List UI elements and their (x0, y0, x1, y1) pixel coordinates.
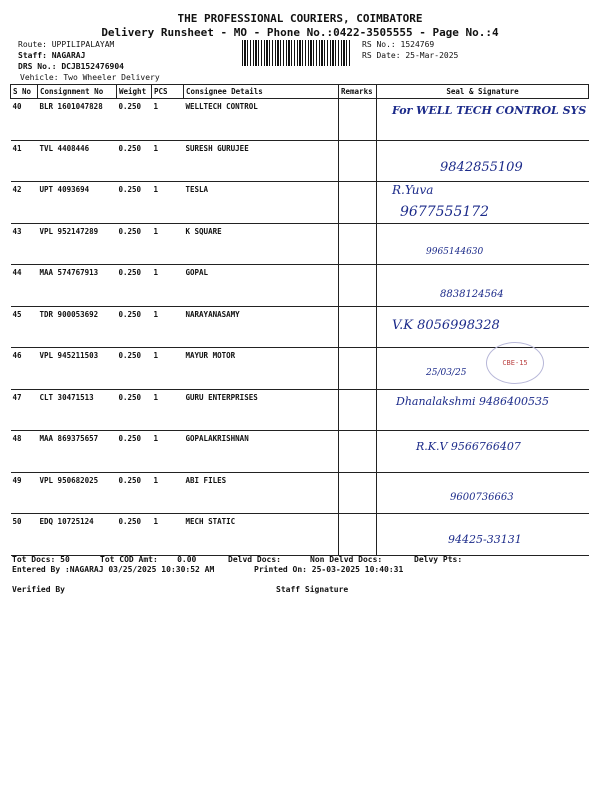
cell-sno: 50 (11, 514, 38, 556)
cell-consignee: K SQUARE (184, 223, 339, 265)
cell-consignment: UPT 4093694 (38, 182, 117, 224)
cell-consignee: ABI FILES (184, 472, 339, 514)
cell-signature (377, 348, 589, 390)
table-row (11, 223, 589, 265)
signature-42-name: R.Yuva (392, 183, 434, 197)
cell-consignee: GOPAL (184, 265, 339, 307)
cell-weight: 0.250 (117, 140, 152, 182)
signature-46: 25/03/25 (426, 368, 467, 378)
cell-pcs: 1 (152, 306, 184, 348)
cell-consignment: EDQ 10725124 (38, 514, 117, 556)
cell-pcs: 1 (152, 472, 184, 514)
cell-pcs: 1 (152, 223, 184, 265)
staff-label: Staff: NAGARAJ (18, 51, 86, 60)
cell-remarks (339, 348, 377, 390)
cell-sno: 49 (11, 472, 38, 514)
signature-44: 8838124564 (440, 289, 504, 300)
cell-pcs: 1 (152, 514, 184, 556)
cell-consignee: TESLA (184, 182, 339, 224)
signature-45: V.K 8056998328 (392, 318, 500, 333)
signature-47: Dhanalakshmi 9486400535 (396, 395, 550, 408)
cell-pcs: 1 (152, 99, 184, 141)
col-consignment: Consignment No (38, 85, 117, 99)
cell-consignment: CLT 30471513 (38, 389, 117, 431)
cell-consignee: GURU ENTERPRISES (184, 389, 339, 431)
cell-remarks (339, 99, 377, 141)
col-signature: Seal & Signature (377, 85, 589, 99)
col-sno: S No (11, 85, 38, 99)
signature-43: 9965144630 (426, 247, 484, 257)
cell-remarks (339, 223, 377, 265)
cell-consignee: MECH STATIC (184, 514, 339, 556)
entered-by: Entered By :NAGARAJ 03/25/2025 10:30:52 AM (12, 565, 215, 574)
cell-sno: 40 (11, 99, 38, 141)
cell-consignment: VPL 952147289 (38, 223, 117, 265)
cell-pcs: 1 (152, 348, 184, 390)
cell-sno: 48 (11, 431, 38, 473)
cell-remarks (339, 389, 377, 431)
cell-remarks (339, 431, 377, 473)
non-delivered-docs: Non Delvd Docs: (310, 555, 383, 564)
col-consignee: Consignee Details (184, 85, 339, 99)
col-weight: Weight (117, 85, 152, 99)
runsheet-table (10, 84, 589, 556)
cell-consignee: GOPALAKRISHNAN (184, 431, 339, 473)
cell-consignment: MAA 869375657 (38, 431, 117, 473)
total-docs: Tot Docs: 50 (12, 555, 70, 564)
cell-sno: 42 (11, 182, 38, 224)
signature-41: 9842855109 (440, 160, 523, 175)
cell-weight: 0.250 (117, 306, 152, 348)
cell-sno: 46 (11, 348, 38, 390)
total-cod: Tot COD Amt: 0.00 (100, 555, 197, 564)
route-label: Route: UPPILIPALAYAM (18, 40, 115, 49)
runsheet-subtitle: Delivery Runsheet - MO - Phone No.:0422-3505555 - Page No.:4 (101, 26, 499, 39)
vehicle-label: Vehicle: Two Wheeler Delivery (20, 73, 160, 82)
cell-weight: 0.250 (117, 431, 152, 473)
verified-by: Verified By (12, 585, 65, 594)
cell-consignment: VPL 945211503 (38, 348, 117, 390)
cell-weight: 0.250 (117, 472, 152, 514)
cell-pcs: 1 (152, 265, 184, 307)
delivered-docs: Delvd Docs: (228, 555, 281, 564)
drs-number: DRS No.: DCJB152476904 (18, 62, 124, 71)
rs-number: RS No.: 1524769 (362, 40, 435, 49)
cell-remarks (339, 140, 377, 182)
signature-48: R.K.V 9566766407 (416, 440, 521, 453)
barcode (242, 40, 352, 66)
cell-consignment: VPL 950682025 (38, 472, 117, 514)
cell-weight: 0.250 (117, 223, 152, 265)
cell-weight: 0.250 (117, 348, 152, 390)
cell-weight: 0.250 (117, 99, 152, 141)
cell-remarks (339, 265, 377, 307)
signature-42-phone: 9677555172 (400, 204, 490, 220)
signature-50: 94425-33131 (448, 533, 522, 546)
cell-remarks (339, 514, 377, 556)
table-header-row (11, 85, 589, 99)
staff-signature: Staff Signature (276, 585, 349, 594)
cell-pcs: 1 (152, 140, 184, 182)
cell-consignment: MAA 574767913 (38, 265, 117, 307)
cell-consignment: TVL 4408446 (38, 140, 117, 182)
cell-consignee: NARAYANASAMY (184, 306, 339, 348)
table-row (11, 182, 589, 224)
col-remarks: Remarks (339, 85, 377, 99)
cell-pcs: 1 (152, 389, 184, 431)
cell-weight: 0.250 (117, 514, 152, 556)
cell-consignment: BLR 1601047828 (38, 99, 117, 141)
rs-date: RS Date: 25-Mar-2025 (362, 51, 459, 60)
cell-consignee: SURESH GURUJEE (184, 140, 339, 182)
company-title: THE PROFESSIONAL COURIERS, COIMBATORE (177, 12, 423, 25)
cell-consignment: TDR 900053692 (38, 306, 117, 348)
col-pcs: PCS (152, 85, 184, 99)
cell-sno: 45 (11, 306, 38, 348)
cell-signature (377, 223, 589, 265)
cell-sno: 47 (11, 389, 38, 431)
delivery-stamp: CBE-15 (486, 342, 544, 384)
cell-weight: 0.250 (117, 389, 152, 431)
table-row (11, 306, 589, 348)
cell-remarks (339, 182, 377, 224)
delivery-points: Delvy Pts: (414, 555, 463, 564)
cell-remarks (339, 306, 377, 348)
cell-weight: 0.250 (117, 182, 152, 224)
cell-consignee: MAYUR MOTOR (184, 348, 339, 390)
cell-sno: 43 (11, 223, 38, 265)
signature-40: For WELL TECH CONTROL SYS (392, 104, 587, 117)
cell-weight: 0.250 (117, 265, 152, 307)
printed-on: Printed On: 25-03-2025 10:40:31 (254, 565, 404, 574)
cell-pcs: 1 (152, 182, 184, 224)
cell-consignee: WELLTECH CONTROL (184, 99, 339, 141)
cell-sno: 44 (11, 265, 38, 307)
cell-sno: 41 (11, 140, 38, 182)
signature-49: 9600736663 (450, 492, 514, 503)
cell-pcs: 1 (152, 431, 184, 473)
cell-remarks (339, 472, 377, 514)
